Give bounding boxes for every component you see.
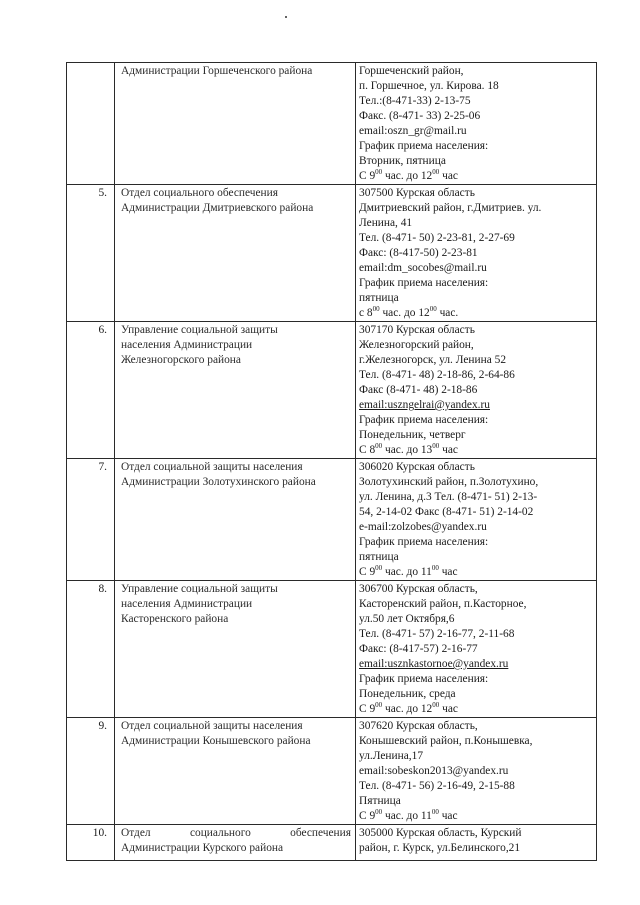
office-contacts — [356, 718, 597, 825]
office-name-line: Отдел социального обеспечения — [121, 187, 278, 199]
address-line: Железногорский район, — [359, 339, 474, 351]
phone-fax-line: 54, 2-14-02 Факс (8-471- 51) 2-14-02 — [359, 506, 534, 518]
office-name-line: населения Администрации — [121, 598, 253, 610]
schedule-hours: С $9^{00}$ час. до $11^{00}$ час — [359, 809, 458, 822]
row-number — [67, 63, 115, 185]
address-line: ул.Ленина,17 — [359, 750, 424, 762]
schedule-days: пятница — [359, 551, 399, 563]
office-name — [115, 581, 356, 718]
schedule-days: Понедельник, четверг — [359, 429, 466, 441]
schedule-hours: С $9^{00}$ час. до $12^{00}$ час — [359, 702, 458, 715]
address-line: Конышевский район, п.Конышевка, — [359, 735, 533, 747]
fax-line: Факс: (8-417-50) 2-23-81 — [359, 247, 478, 259]
schedule-days: Вторник, пятница — [359, 155, 446, 167]
email-line: email:uszngelrai@yandex.ru — [359, 399, 490, 411]
office-name-line: Отдел социального обеспечения — [121, 827, 351, 839]
row-number: 8. — [67, 581, 115, 718]
schedule-days: Пятница — [359, 795, 401, 807]
fax-line: Факс (8-471- 48) 2-18-86 — [359, 384, 478, 396]
office-name-line: Администрации Золотухинского района — [121, 476, 316, 488]
schedule-heading: График приема населения: — [359, 140, 489, 152]
office-contacts — [356, 825, 597, 861]
page-mark — [285, 16, 287, 18]
phone-line: Тел. (8-471- 48) 2-18-86, 2-64-86 — [359, 369, 515, 381]
schedule-hours: С $9^{00}$ час. до $11^{00}$ час — [359, 565, 458, 578]
office-contacts — [356, 322, 597, 459]
table-row — [67, 459, 597, 581]
address-line: 306020 Курская область — [359, 461, 475, 473]
address-line: 307620 Курская область, — [359, 720, 478, 732]
address-line: п. Горшечное, ул. Кирова. 18 — [359, 80, 499, 92]
offices-table — [66, 62, 597, 861]
office-name-line: Управление социальной защиты — [121, 324, 278, 336]
office-contacts — [356, 581, 597, 718]
office-contacts — [356, 459, 597, 581]
address-line: г.Железногорск, ул. Ленина 52 — [359, 354, 507, 366]
address-phone-line: ул. Ленина, д.3 Тел. (8-471- 51) 2-13- — [359, 491, 538, 503]
table-row — [67, 185, 597, 322]
address-line: район, г. Курск, ул.Белинского,21 — [359, 842, 521, 854]
table-row — [67, 718, 597, 825]
office-name-line: Управление социальной защиты — [121, 583, 278, 595]
row-number: 9. — [67, 718, 115, 825]
office-name — [115, 825, 356, 861]
office-contacts — [356, 63, 597, 185]
email-line: email:oszn_gr@mail.ru — [359, 125, 467, 137]
email-line: email:usznkastornoe@yandex.ru — [359, 658, 509, 670]
office-name-line: Железногорского района — [121, 354, 241, 366]
office-name — [115, 322, 356, 459]
address-line: 305000 Курская область, Курский — [359, 827, 522, 839]
fax-line: Факс. (8-471- 33) 2-25-06 — [359, 110, 481, 122]
address-line: ул.50 лет Октября,6 — [359, 613, 455, 625]
phone-line: Тел. (8-471- 56) 2-16-49, 2-15-88 — [359, 780, 515, 792]
fax-line: Факс: (8-417-57) 2-16-77 — [359, 643, 478, 655]
schedule-heading: График приема населения: — [359, 536, 489, 548]
schedule-heading: График приема населения: — [359, 277, 489, 289]
schedule-heading: График приема населения: — [359, 673, 489, 685]
table-row — [67, 825, 597, 861]
phone-line: Тел. (8-471- 57) 2-16-77, 2-11-68 — [359, 628, 515, 640]
phone-line: Тел.:(8-471-33) 2-13-75 — [359, 95, 471, 107]
email-line: e-mail:zolzobes@yandex.ru — [359, 521, 487, 533]
office-name-line: Касторенского района — [121, 613, 229, 625]
phone-line: Тел. (8-471- 50) 2-23-81, 2-27-69 — [359, 232, 515, 244]
email-line: email:dm_socobes@mail.ru — [359, 262, 487, 274]
office-name — [115, 718, 356, 825]
schedule-days: Понедельник, среда — [359, 688, 456, 700]
address-line: 307500 Курская область — [359, 187, 475, 199]
table-row — [67, 322, 597, 459]
schedule-heading: График приема населения: — [359, 414, 489, 426]
office-name — [115, 185, 356, 322]
office-name-line: Администрации Горшеченского района — [121, 65, 313, 77]
office-name — [115, 63, 356, 185]
office-name-line: Администрации Дмитриевского района — [121, 202, 314, 214]
table-row — [67, 63, 597, 185]
row-number: 7. — [67, 459, 115, 581]
office-name-line: Отдел социальной защиты населения — [121, 461, 303, 473]
office-contacts — [356, 185, 597, 322]
address-line: Касторенский район, п.Касторное, — [359, 598, 527, 610]
address-line: Горшеченский район, — [359, 65, 464, 77]
address-line: Золотухинский район, п.Золотухино, — [359, 476, 539, 488]
schedule-hours: С $9^{00}$ час. до $12^{00}$ час — [359, 169, 458, 182]
office-name-line: Администрации Конышевского района — [121, 735, 311, 747]
office-name — [115, 459, 356, 581]
schedule-hours: с $8^{00}$ час. до $12^{00}$ час. — [359, 306, 459, 319]
office-name-line: населения Администрации — [121, 339, 253, 351]
address-line: Ленина, 41 — [359, 217, 413, 229]
schedule-hours: С $8^{00}$ час. до $13^{00}$ час — [359, 443, 458, 456]
row-number: 6. — [67, 322, 115, 459]
row-number: 5. — [67, 185, 115, 322]
email-line: email:sobeskon2013@yandex.ru — [359, 765, 509, 777]
address-line: 306700 Курская область, — [359, 583, 478, 595]
row-number: 10. — [67, 825, 115, 861]
office-name-line: Администрации Курского района — [121, 842, 284, 854]
office-name-line: Отдел социальной защиты населения — [121, 720, 303, 732]
schedule-days: пятница — [359, 292, 399, 304]
address-line: Дмитриевский район, г.Дмитриев. ул. — [359, 202, 542, 214]
address-line: 307170 Курская область — [359, 324, 475, 336]
table-row — [67, 581, 597, 718]
